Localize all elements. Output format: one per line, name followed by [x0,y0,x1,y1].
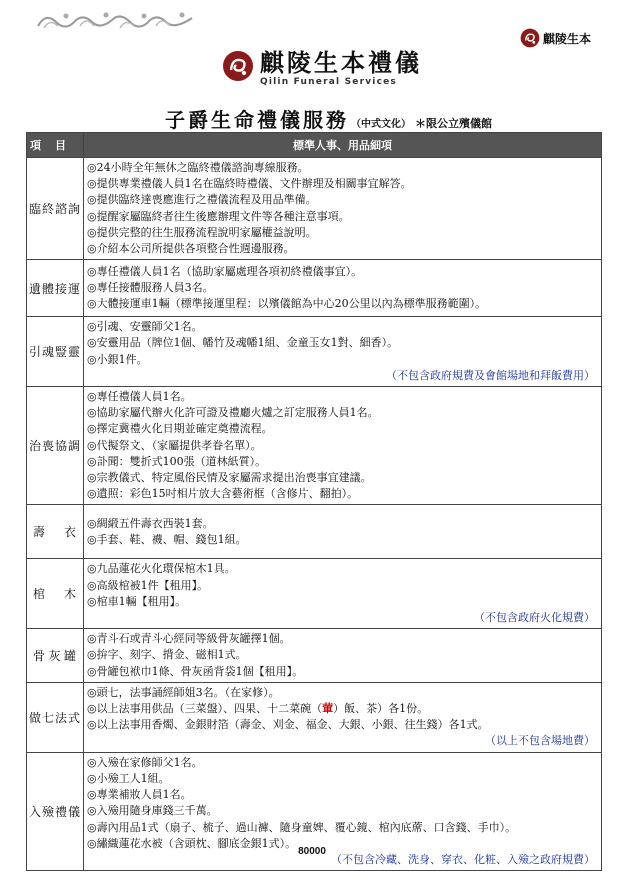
detail-line: ◎大體接運車1輛（標準接運里程：以殯儀館為中心20公里以內為標準服務範圍）。 [87,297,487,311]
detail-note: （以上不包含場地費） [485,734,595,748]
title-sub: （中式文化） [351,119,411,130]
detail-line: ◎高級棺被1件【租用】。 [87,578,209,592]
detail-line: ◎專任禮儀人員1名。 [87,390,192,404]
detail-line: ◎專任禮儀人員1名（協助家屬處理各項初終禮儀事宜）。 [87,264,363,278]
row-detail [84,260,602,317]
service-table [26,132,602,871]
table-row [27,158,602,260]
highlight-char: 葷 [322,702,334,716]
table-row [27,682,602,752]
brand-header [222,50,422,87]
detail-line: ◎壽內用品1式（扇子、梳子、過山褲、隨身童婢、覆心鏡、棺內底蓆、口含錢、手巾）。 [87,820,517,834]
row-item-label: 入殮禮儀 [27,752,84,870]
detail-line: ◎骨罐包袱巾1條、骨灰函背袋1個【租用】。 [87,664,304,678]
row-item-label: 壽衣 [27,505,84,559]
row-item-label: 治喪協調 [27,387,84,505]
detail-line: ◎以上法事用供品（三菜盤）、四果、十二菜碗（葷）飯、茶）各1份。 [87,702,429,716]
brand-name-en: Qilin Funeral Services [260,77,397,87]
detail-line: ◎繡織蓮花水被（含頭枕、腳底金銀1式）。 [87,836,297,850]
table-row [27,505,602,559]
detail-line: ◎小銀1件。 [87,352,148,366]
detail-note: （不包含冷藏、洗身、穿衣、化粧、入殮之政府規費） [331,852,595,866]
detail-line: ◎專任接體服務人員3名。 [87,281,214,295]
header-item: 項目 [27,133,84,158]
detail-line: ◎提供完整的往生服務流程說明家屬權益說明。 [87,225,317,239]
row-item-label: 骨灰罐 [27,629,84,683]
row-detail [84,629,602,683]
corner-logo [520,28,591,48]
row-detail [84,158,602,260]
table-row [27,629,602,683]
detail-line: ◎小殮工人1組。 [87,771,170,785]
table-row [27,317,602,387]
row-item-label: 引魂豎靈 [27,317,84,387]
detail-line: ◎手套、鞋、襪、帽、錢包1組。 [87,532,247,546]
row-item-label: 臨終諮詢 [27,158,84,260]
table-row [27,559,602,629]
decorative-swirl-band [36,8,196,32]
detail-line: ◎棺車1輛【租用】。 [87,594,187,608]
row-item-label: 棺木 [27,559,84,629]
detail-note: （不包含政府火化規費） [474,611,595,625]
row-item-label: 遺體接運 [27,260,84,317]
detail-line: ◎九品蓮花火化環保棺木1具。 [87,562,236,576]
detail-line: ◎頭七，法事誦經師姐3名。（在家修）。 [87,685,280,699]
detail-line: ◎擇定冀禮火化日期並確定奠禮流程。 [87,422,273,436]
corner-brand-text: 麒陵生本 [543,31,592,46]
row-detail [84,559,602,629]
package-price: 80000 [298,846,326,857]
detail-line: ◎提醒家屬臨終者往生後應辦理文件等各種注意事項。 [87,209,350,223]
detail-line: ◎拚字、刻字、揹金、磁相1式。 [87,648,247,662]
detail-line: ◎代擬祭文、（家屬提供孝眷名單）。 [87,438,262,452]
detail-line: ◎提供臨終達喪應進行之禮儀流程及用品準備。 [87,193,317,207]
detail-line: ◎引魂、安靈師父1名。 [87,320,203,334]
detail-line: ◎以上法事用香燭、金銀財箔（壽金、刈金、福金、大銀、小銀、往生錢）各1式。 [87,718,489,732]
detail-line: ◎專業補妝人員1名。 [87,788,192,802]
detail-line: ◎協助家屬代辦火化許可證及禮廳火爐之訂定服務人員1名。 [87,406,379,420]
detail-line: ◎24小時全年無休之臨終禮儀諮詢專線服務。 [87,161,309,174]
brand-logo-icon [520,28,540,48]
detail-line: ◎入殮用隨身庫錢三千萬。 [87,804,218,818]
row-detail [84,317,602,387]
brand-name-zh: 麒陵生本禮儀 [260,48,422,77]
header-detail: 標準人事、用品細項 [84,133,602,158]
detail-line: ◎遺照：彩色15吋相片放大含藝術框（含修片、翻拍）。 [87,487,359,501]
detail-line: ◎宗教儀式、特定風俗民情及家屬需求提出治喪事宜建議。 [87,471,372,485]
table-row [27,387,602,505]
table-row [27,260,602,317]
detail-line: ◎青斗石或青斗心經同等級骨灰罐擇1個。 [87,632,291,646]
detail-line: ◎提供專業禮儀人員1名在臨終時禮儀、文件辦理及相關事宜解答。 [87,177,412,191]
detail-line: ◎介紹本公司所提供各項整合性週邊服務。 [87,242,295,256]
detail-note: （不包含政府規費及會館場地和拜飯費用） [386,368,595,382]
row-detail [84,387,602,505]
row-detail [84,682,602,752]
detail-line: ◎安靈用品（牌位1個、幡竹及魂幡1組、金童玉女1對、細香）。 [87,336,399,350]
title-note: ＊限公立殯儀館 [415,117,492,130]
detail-line: ◎訃聞：雙折式100張（道林紙質）。 [87,454,267,468]
row-detail [84,505,602,559]
title-main: 子爵生命禮儀服務 [165,108,349,132]
page-title [165,104,492,133]
row-item-label: 做七法式 [27,682,84,752]
detail-line: ◎綢緞五件壽衣西裝1套。 [87,516,214,530]
table-header-row [27,133,602,158]
detail-line: ◎入殮在家修師父1名。 [87,755,203,769]
brand-logo-icon [222,50,254,82]
